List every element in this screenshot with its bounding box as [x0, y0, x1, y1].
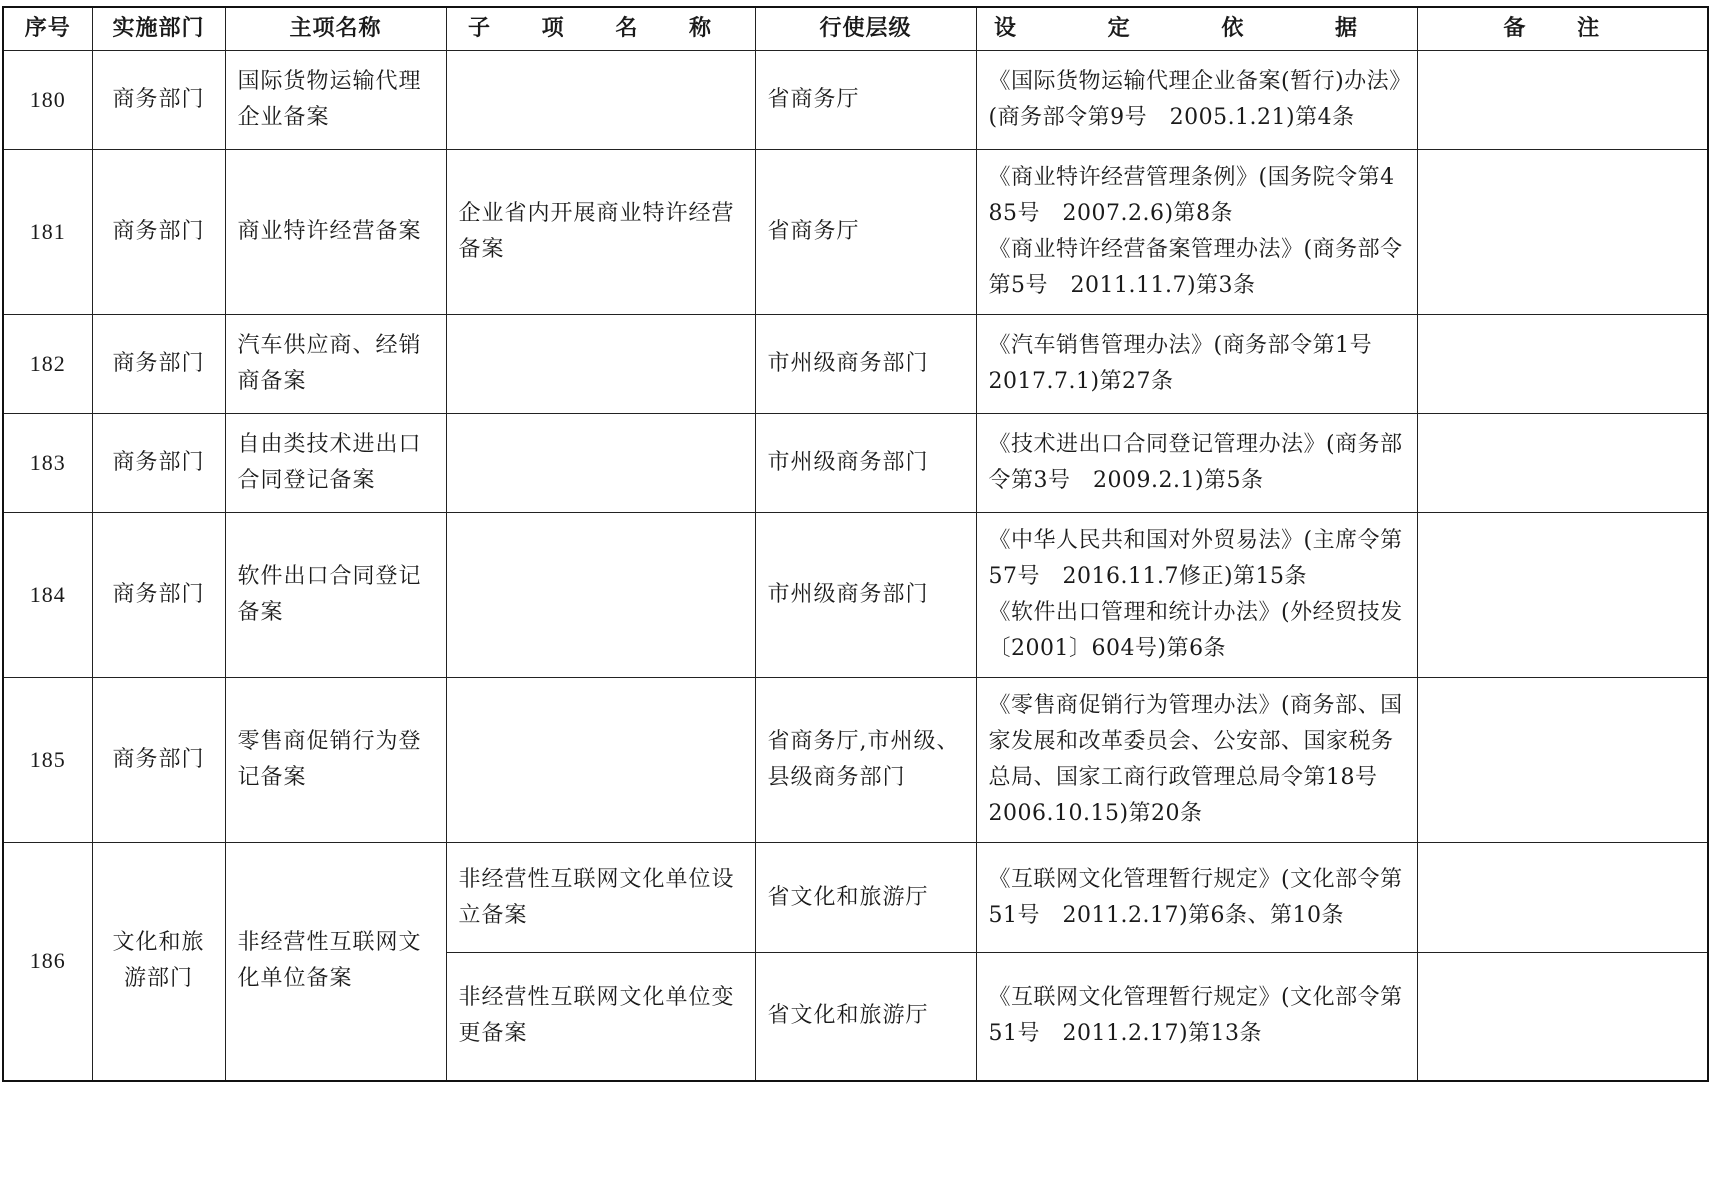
cell-dept: 商务部门: [92, 150, 225, 315]
cell-main: 汽车供应商、经销商备案: [225, 315, 446, 414]
table-row: [3, 51, 1708, 150]
table-row: [3, 315, 1708, 414]
cell-sub: [446, 513, 755, 678]
cell-seq: 184: [3, 513, 92, 678]
cell-seq: 182: [3, 315, 92, 414]
cell-dept: 商务部门: [92, 678, 225, 843]
cell-sub: 非经营性互联网文化单位变更备案: [446, 953, 755, 1081]
cell-level: 省文化和旅游厅: [755, 843, 976, 953]
cell-basis: 《国际货物运输代理企业备案(暂行)办法》(商务部令第9号 2005.1.21)第4条: [976, 51, 1417, 150]
cell-basis: 《汽车销售管理办法》(商务部令第1号 2017.7.1)第27条: [976, 315, 1417, 414]
cell-main: 零售商促销行为登记备案: [225, 678, 446, 843]
cell-note: [1417, 315, 1708, 414]
cell-basis: 《互联网文化管理暂行规定》(文化部令第51号 2011.2.17)第13条: [976, 953, 1417, 1081]
cell-dept: 商务部门: [92, 315, 225, 414]
cell-sub: 非经营性互联网文化单位设立备案: [446, 843, 755, 953]
cell-basis: 《零售商促销行为管理办法》(商务部、国家发展和改革委员会、公安部、国家税务总局、国家工商行政管理总局令第18号 2006.10.15)第20条: [976, 678, 1417, 843]
cell-note: [1417, 150, 1708, 315]
table-row: [3, 843, 1708, 953]
cell-sub: 企业省内开展商业特许经营备案: [446, 150, 755, 315]
cell-basis: 《中华人民共和国对外贸易法》(主席令第57号 2016.11.7修正)第15条 《软件出口管理和统计办法》(外经贸技发〔2001〕604号)第6条: [976, 513, 1417, 678]
cell-dept: 商务部门: [92, 51, 225, 150]
cell-sub: [446, 678, 755, 843]
cell-basis: 《互联网文化管理暂行规定》(文化部令第51号 2011.2.17)第6条、第10条: [976, 843, 1417, 953]
table-header-row: [3, 7, 1708, 51]
cell-level: 省商务厅: [755, 150, 976, 315]
cell-seq: 185: [3, 678, 92, 843]
table-row: [3, 414, 1708, 513]
cell-seq: 180: [3, 51, 92, 150]
cell-sub: [446, 315, 755, 414]
cell-level: 省商务厅: [755, 51, 976, 150]
cell-main: 自由类技术进出口合同登记备案: [225, 414, 446, 513]
cell-level: 省商务厅,市州级、县级商务部门: [755, 678, 976, 843]
cell-basis: 《商业特许经营管理条例》(国务院令第485号 2007.2.6)第8条 《商业特许经营备案管理办法》(商务部令第5号 2011.11.7)第3条: [976, 150, 1417, 315]
cell-level: 省文化和旅游厅: [755, 953, 976, 1081]
header-level: 行使层级: [755, 7, 976, 51]
document-page: [2, 6, 1707, 1082]
cell-note: [1417, 843, 1708, 953]
header-dept: 实施部门: [92, 7, 225, 51]
cell-dept: 文化和旅游部门: [92, 843, 225, 1081]
cell-seq: 183: [3, 414, 92, 513]
cell-note: [1417, 678, 1708, 843]
record-table: [2, 6, 1709, 1082]
header-seq: 序号: [3, 7, 92, 51]
header-basis: 设 定 依 据: [976, 7, 1417, 51]
cell-dept: 商务部门: [92, 414, 225, 513]
table-row: [3, 150, 1708, 315]
cell-level: 市州级商务部门: [755, 513, 976, 678]
header-note: 备 注: [1417, 7, 1708, 51]
cell-note: [1417, 51, 1708, 150]
cell-note: [1417, 953, 1708, 1081]
cell-seq: 181: [3, 150, 92, 315]
cell-main: 商业特许经营备案: [225, 150, 446, 315]
cell-sub: [446, 51, 755, 150]
cell-note: [1417, 414, 1708, 513]
table-row: [3, 513, 1708, 678]
cell-dept: 商务部门: [92, 513, 225, 678]
cell-note: [1417, 513, 1708, 678]
cell-level: 市州级商务部门: [755, 414, 976, 513]
table-row: [3, 678, 1708, 843]
cell-main: 软件出口合同登记备案: [225, 513, 446, 678]
header-main: 主项名称: [225, 7, 446, 51]
cell-main: 非经营性互联网文化单位备案: [225, 843, 446, 1081]
cell-main: 国际货物运输代理企业备案: [225, 51, 446, 150]
cell-level: 市州级商务部门: [755, 315, 976, 414]
header-sub: 子 项 名 称: [446, 7, 755, 51]
cell-seq: 186: [3, 843, 92, 1081]
cell-basis: 《技术进出口合同登记管理办法》(商务部令第3号 2009.2.1)第5条: [976, 414, 1417, 513]
cell-sub: [446, 414, 755, 513]
